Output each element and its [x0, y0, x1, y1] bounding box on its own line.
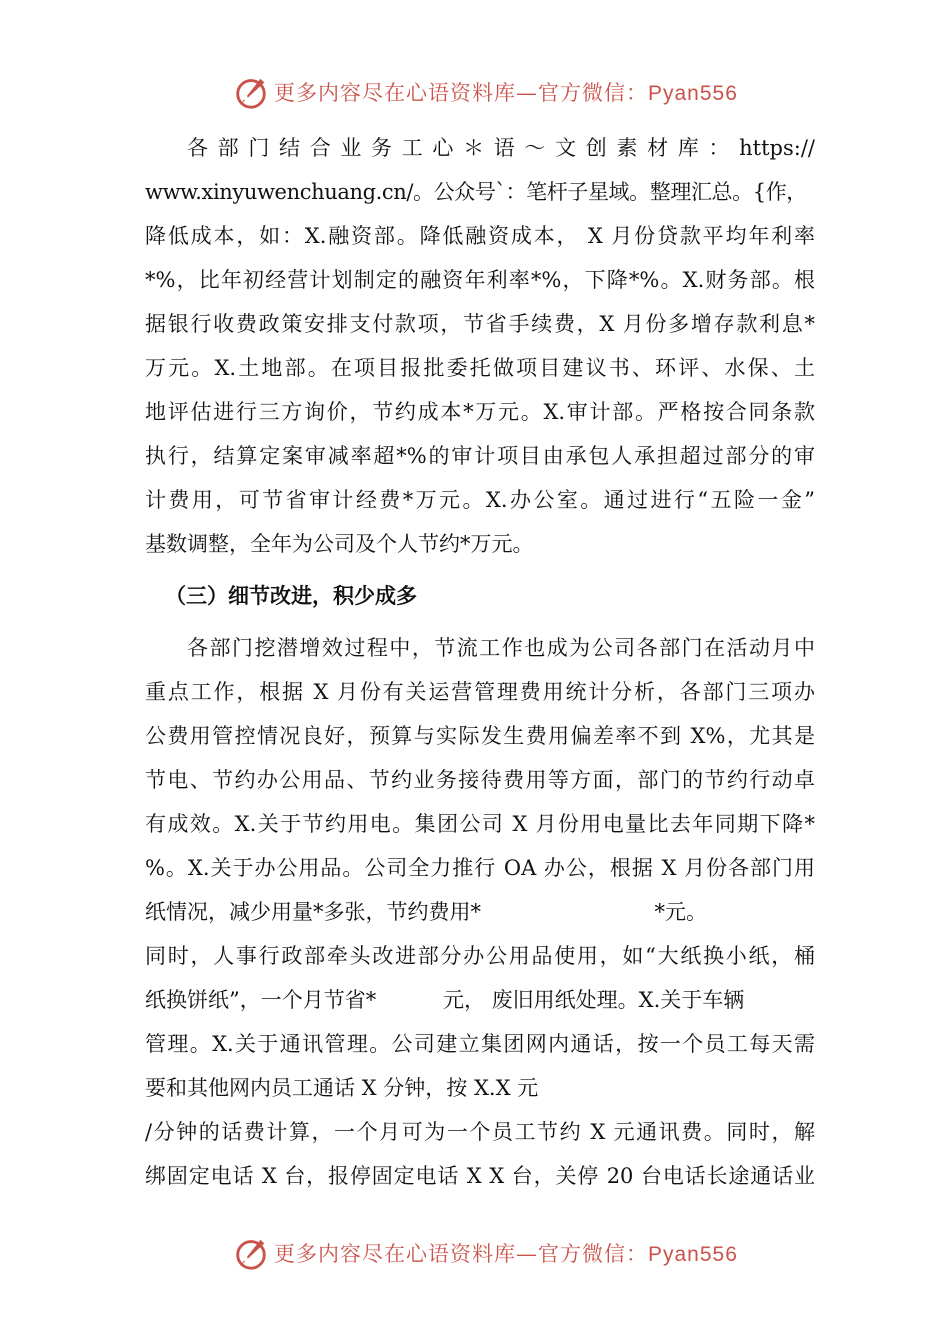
- text-line: 地评估进行三方询价，节约成本*万元。X.审计部。严格按合同条款: [145, 400, 815, 424]
- section-heading: （三）细节改进，积少成多: [165, 583, 417, 608]
- text-line: www.xinyuwenchuang.cn/。公众号`：笔杆子星域。整理汇总。{作，: [145, 180, 807, 204]
- text-line: 执行，结算定案审减率超*%的审计项目由承包人承担超过部分的审: [145, 444, 815, 468]
- text-line: *%，比年初经营计划制定的融资年利率*%，下降*%。X.财务部。根: [145, 268, 815, 292]
- header-banner-wechat-id: Pyan556: [648, 82, 738, 105]
- text-line: 各部门挖潜增效过程中，节流工作也成为公司各部门在活动月中: [187, 636, 815, 660]
- text-line: %。X.关于办公用品。公司全力推行 OA 办公，根据 X 月份各部门用: [145, 856, 815, 880]
- text-line: 降低成本，如：X.融资部。降低融资成本， X 月份贷款平均年利率: [145, 224, 815, 248]
- text-line: 公费用管控情况良好，预算与实际发生费用偏差率不到 X%，尤其是: [145, 724, 815, 748]
- document-body: [145, 126, 815, 1198]
- text-line: /分钟的话费计算，一个月可为一个员工节约 X 元通讯费。同时，解: [145, 1120, 815, 1144]
- text-line: 节电、节约办公用品、节约业务接待费用等方面，部门的节约行动卓: [145, 768, 815, 792]
- text-line: 同时，人事行政部牵头改进部分办公用品使用，如“大纸换小纸，桶: [145, 944, 815, 968]
- text-line: 计费用，可节省审计经费*万元。X.办公室。通过进行“五险一金”: [145, 488, 815, 512]
- text-line: 有成效。X.关于节约用电。集团公司 X 月份用电量比去年同期下降*: [145, 812, 815, 836]
- text-line: 各部门结合业务工心＊语～文创素材库：https://: [187, 136, 815, 160]
- footer-banner: [232, 1233, 752, 1273]
- header-banner: [232, 72, 752, 112]
- paragraph-1: [145, 126, 815, 566]
- footer-banner-text: 更多内容尽在心语资料库—官方微信：Pyan556: [274, 1242, 738, 1266]
- header-banner-text: 更多内容尽在心语资料库—官方微信：Pyan556: [274, 81, 738, 105]
- text-line: 绑固定电话 X 台，报停固定电话 X X 台，关停 20 台电话长途通话业: [145, 1164, 815, 1188]
- text-line: 重点工作，根据 X 月份有关运营管理费用统计分析，各部门三项办: [145, 680, 815, 704]
- text-line: 据银行收费政策安排支付款项，节省手续费，X 月份多增存款利息*: [145, 312, 815, 336]
- pen-nib-logo-icon: [232, 73, 270, 111]
- paragraph-2: [145, 626, 815, 1198]
- text-line: 纸情况，减少用量*多张，节约费用* *元。: [145, 900, 708, 924]
- pen-nib-logo-icon: [232, 1234, 270, 1272]
- text-line: 要和其他网内员工通话 X 分钟，按 X.X 元: [145, 1076, 539, 1100]
- text-line: 万元。X.土地部。在项目报批委托做项目建议书、环评、水保、土: [145, 356, 815, 380]
- text-line: 纸换饼纸”，一个月节省* 元， 废旧用纸处理。X.关于车辆: [145, 988, 745, 1012]
- text-line: 基数调整，全年为公司及个人节约*万元。: [145, 532, 534, 556]
- footer-banner-wechat-id: Pyan556: [648, 1243, 738, 1266]
- text-line: 管理。X.关于通讯管理。公司建立集团网内通话，按一个员工每天需: [145, 1032, 815, 1056]
